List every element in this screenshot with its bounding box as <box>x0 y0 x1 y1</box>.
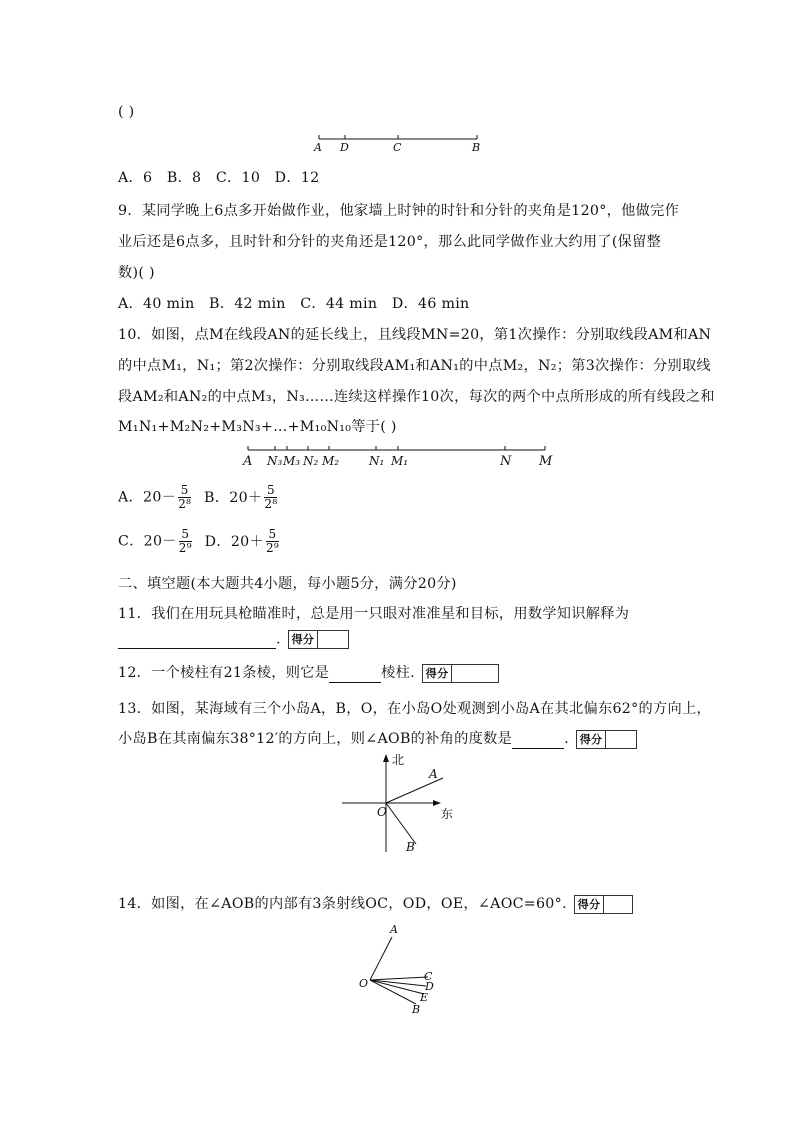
q9-line3: 数)( ) <box>118 265 155 281</box>
q13-line1: 13．如图，某海域有三个小岛A，B，O，在小岛O处观测到小岛A在其北偏东62°的方向上， <box>118 701 711 717</box>
q13-label-o: O <box>377 805 387 819</box>
section-title-fill-in: 二、填空题(本大题共4小题，每小题5分，满分20分) <box>118 576 457 592</box>
q13-label-a: A <box>429 767 438 781</box>
q12-answer-blank[interactable] <box>329 667 381 683</box>
q14-label-e: E <box>420 991 429 1004</box>
q11-line1: 11．我们在用玩具枪瞄准时，总是用一只眼对准准星和目标，用数学知识解释为 <box>118 606 630 622</box>
q14-label-b: B <box>412 1003 421 1015</box>
q13-answer-blank[interactable] <box>512 733 564 749</box>
q10-option-a-num: 5 <box>178 484 191 498</box>
q10-line3: 段AM₂和AN₂的中点M₃，N₃……连续这样操作10次，每次的两个中点所形成的所有线段之和 <box>118 389 715 405</box>
q14-score-box <box>574 895 634 914</box>
q13-score-label: 得分 <box>577 731 607 748</box>
q10-option-a-den: 2⁸ <box>178 497 192 511</box>
q12-score-box <box>422 664 500 683</box>
q10-option-c-prefix: C．20－ <box>118 533 177 550</box>
q10-label-n: N <box>500 454 512 469</box>
q10-options-ab <box>118 484 279 511</box>
q10-label-n1: N₁ <box>369 454 385 468</box>
q8-label-b: B <box>472 141 481 154</box>
q11-period: . <box>276 631 281 648</box>
q10-option-c-den: 2⁹ <box>178 541 192 555</box>
q13-period: . <box>564 731 569 747</box>
q8-options: A．6 B．8 C．10 D．12 <box>118 170 320 186</box>
q12-text-pre: 12．一个棱柱有21条棱，则它是 <box>118 665 330 681</box>
q11-score-box <box>288 630 350 649</box>
q14-label-c: C <box>424 970 433 983</box>
q10-segment-figure <box>238 440 558 470</box>
q10-option-d-den: 2⁹ <box>265 541 280 555</box>
q10-options-cd <box>118 528 281 555</box>
q10-label-m: M <box>539 454 553 469</box>
q10-option-d-num: 5 <box>266 528 279 542</box>
q10-label-n2: N₂ <box>303 454 319 468</box>
q10-option-b-num: 5 <box>264 484 277 498</box>
q13-score-box <box>576 730 638 749</box>
q10-option-c-num: 5 <box>179 528 192 542</box>
q10-option-c-fraction <box>179 528 192 555</box>
q13-compass-figure <box>338 752 468 857</box>
q10-option-a-prefix: A．20－ <box>118 489 177 506</box>
q13-north-label: 北 <box>392 753 405 767</box>
q14-label-d: D <box>425 980 434 993</box>
q10-label-m3: M₃ <box>283 454 301 468</box>
q10-line4: M₁N₁+M₂N₂+M₃N₃+…+M₁₀N₁₀等于( ) <box>118 419 397 435</box>
q13-row2 <box>118 728 637 749</box>
q14-row <box>118 893 633 914</box>
q13-text-pre: 小岛B在其南偏东38°12′的方向上，则∠AOB的补角的度数是 <box>118 731 513 747</box>
q8-label-d: D <box>340 141 349 154</box>
q13-label-b: B <box>406 840 415 854</box>
q10-option-b-den: 2⁸ <box>264 497 278 511</box>
q11-answer-blank[interactable] <box>118 632 276 649</box>
q10-line1: 10．如图，点M在线段AN的延长线上，且线段MN=20，第1次操作：分别取线段AM和AN <box>118 327 712 343</box>
q13-east-label: 东 <box>441 807 454 821</box>
q9-options: A．40 min B．42 min C．44 min D．46 min <box>118 296 470 312</box>
q14-label-a: A <box>390 923 398 936</box>
q10-label-m1: M₁ <box>391 454 409 468</box>
q14-line1: 14．如图，在∠AOB的内部有3条射线OC，OD，OE，∠AOC=60°. <box>118 896 567 912</box>
q12-score-label: 得分 <box>423 665 453 682</box>
q8-segment-figure <box>305 130 495 154</box>
q9-line1: 9．某同学晚上6点多开始做作业，他家墙上时钟的时针和分针的夹角是120°，他做完作 <box>118 203 680 219</box>
q12-text-post: 棱柱. <box>381 665 415 681</box>
q10-option-b-prefix: B．20＋ <box>204 489 263 506</box>
q10-label-n3: N₃ <box>267 454 283 468</box>
q12-row <box>118 662 499 683</box>
q8-label-c: C <box>393 141 402 154</box>
q10-option-d-fraction <box>266 528 279 555</box>
q14-rays-figure <box>354 920 444 1015</box>
q9-line2: 业后还是6点多，且时针和分针的夹角还是120°，那么此同学做作业大约用了(保留整 <box>118 234 662 250</box>
q10-option-a-fraction <box>178 484 191 511</box>
q10-option-d-prefix: D．20＋ <box>204 533 264 550</box>
q14-label-o: O <box>359 977 369 990</box>
q8-paren: ( ) <box>118 104 135 120</box>
q11-score-label: 得分 <box>289 631 319 648</box>
q10-option-b-fraction <box>264 484 277 511</box>
q14-score-label: 得分 <box>575 896 605 913</box>
q11-answer-row <box>118 630 349 649</box>
q10-line2: 的中点M₁，N₁；第2次操作：分别取线段AM₁和AN₁的中点M₂，N₂；第3次操作：分别取线 <box>118 358 711 374</box>
q8-label-a: A <box>314 141 322 154</box>
q10-label-m2: M₂ <box>322 454 340 468</box>
q10-label-a: A <box>243 454 253 469</box>
